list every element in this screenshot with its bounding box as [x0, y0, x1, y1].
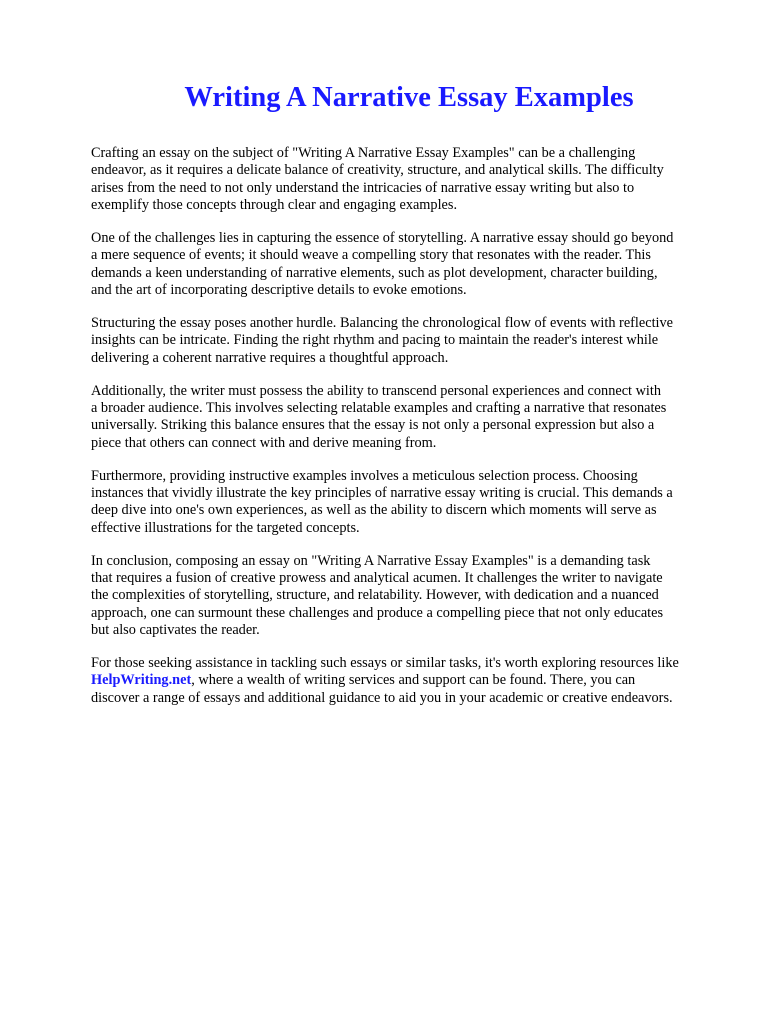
closing-line-2-text: , where a wealth of writing services and support can be found. There, you can [191, 672, 636, 689]
paragraph-line: but also captivates the reader. [91, 621, 260, 638]
closing-line-2 [91, 672, 741, 689]
essay-paragraph [91, 230, 741, 299]
paragraph-line: universally. Striking this balance ensures that the essay is not only a personal expression but also a [91, 417, 655, 434]
paragraph-line: a mere sequence of events; it should weave a compelling story that resonates with the reader. This [91, 247, 651, 264]
essay-paragraph [91, 315, 741, 367]
paragraph-line: Furthermore, providing instructive examples involves a meticulous selection process. Choosing [91, 467, 638, 484]
essay-paragraph [91, 553, 741, 639]
paragraph-line: Structuring the essay poses another hurdle. Balancing the chronological flow of events with reflective [91, 314, 674, 331]
helpwriting-link[interactable]: HelpWriting.net [91, 672, 192, 689]
paragraph-line: endeavor, as it requires a delicate balance of creativity, structure, and analytical skills. The difficulty [91, 162, 664, 179]
paragraph-line: deep dive into one's own experiences, as well as the ability to discern which moments will serve as [91, 502, 657, 519]
closing-line-1: For those seeking assistance in tackling such essays or similar tasks, it's worth exploring resources like [91, 654, 679, 671]
paragraph-line: instances that vividly illustrate the key principles of narrative essay writing is crucial. This demands a [91, 484, 673, 501]
closing-line-3: discover a range of essays and additional guidance to aid you in your academic or creative endeavors. [91, 689, 673, 706]
paragraph-line: Additionally, the writer must possess the ability to transcend personal experiences and connect with [91, 382, 662, 399]
essay-paragraph [91, 145, 741, 214]
paragraph-line: Crafting an essay on the subject of "Writing A Narrative Essay Examples" can be a challenging [91, 145, 636, 161]
paragraph-line: effective illustrations for the targeted concepts. [91, 519, 360, 536]
paragraph-line: that requires a fusion of creative prowess and analytical acumen. It challenges the writer to navigate [91, 569, 663, 586]
paragraph-line: exemplify those concepts through clear and engaging examples. [91, 196, 458, 213]
closing-paragraph [91, 655, 741, 707]
essay-paragraph [91, 383, 741, 452]
paragraph-line: piece that others can connect with and derive meaning from. [91, 434, 437, 451]
paragraph-line: insights can be intricate. Finding the right rhythm and pacing to maintain the reader's interest while [91, 332, 659, 349]
paragraph-line: One of the challenges lies in capturing the essence of storytelling. A narrative essay should go beyond [91, 229, 674, 246]
paragraph-line: demands a keen understanding of narrative elements, such as plot development, character building, [91, 264, 658, 281]
paragraph-line: the complexities of storytelling, structure, and relatability. However, with dedication and a nuanced [91, 587, 659, 604]
paragraph-list [91, 145, 741, 639]
paragraph-line: arises from the need to not only understand the intricacies of narrative essay writing but also to [91, 179, 635, 196]
paragraph-line: delivering a coherent narrative requires a thoughtful approach. [91, 349, 449, 366]
essay-body [91, 145, 741, 723]
essay-paragraph [91, 468, 741, 537]
paragraph-line: and the art of incorporating descriptive details to evoke emotions. [91, 281, 467, 298]
page-title: Writing A Narrative Essay Examples [184, 82, 634, 113]
paragraph-line: a broader audience. This involves selecting relatable examples and crafting a narrative that resonates [91, 399, 667, 416]
paragraph-line: approach, one can surmount these challenges and produce a compelling piece that not only educates [91, 604, 664, 621]
paragraph-line: In conclusion, composing an essay on "Writing A Narrative Essay Examples" is a demanding task [91, 552, 651, 569]
